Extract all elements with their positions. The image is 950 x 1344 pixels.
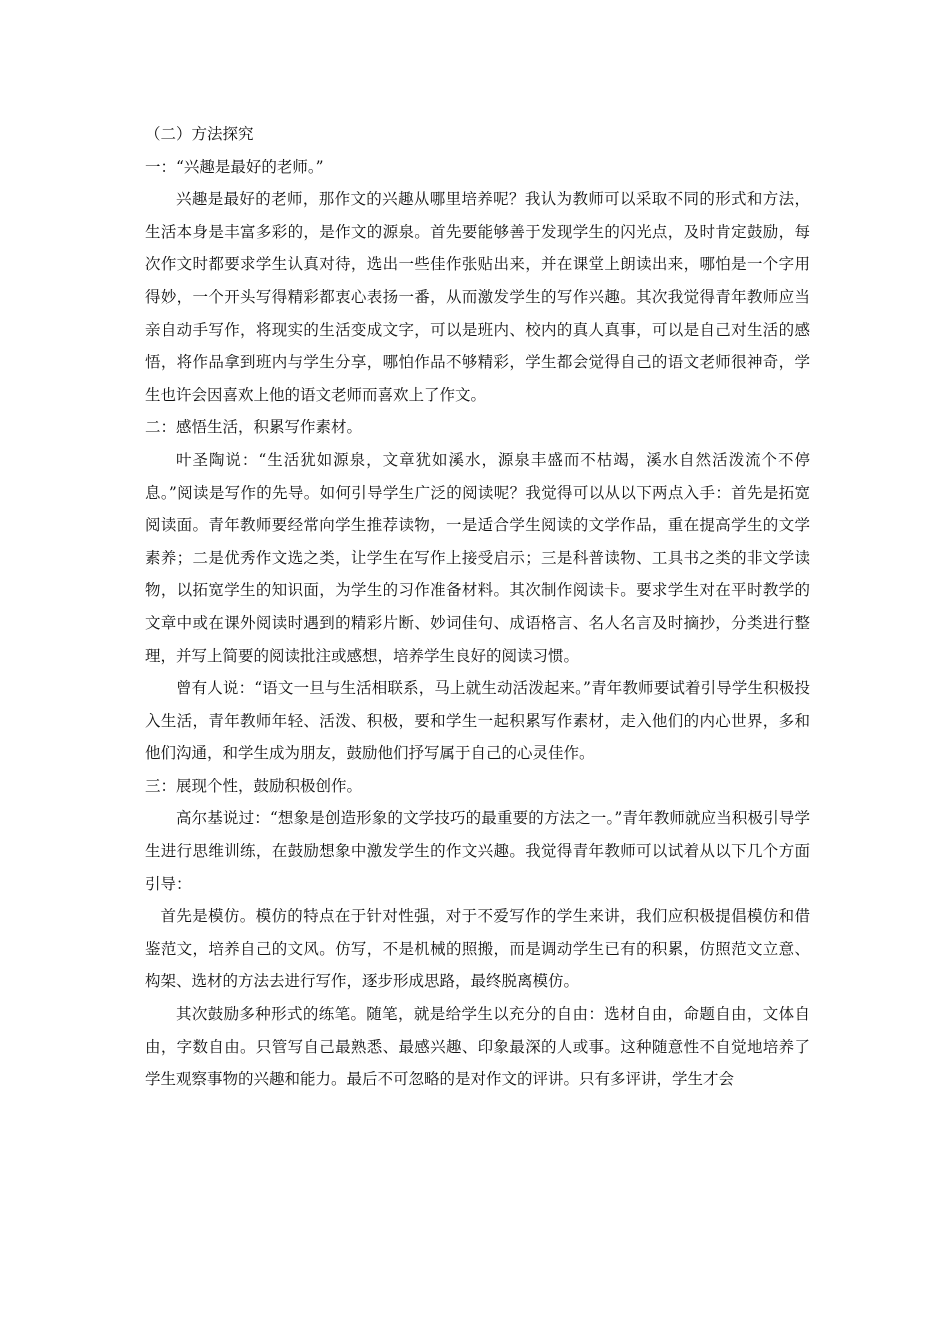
paragraph-imitation: 首先是模仿。模仿的特点在于针对性强，对于不爱写作的学生来讲，我们应积极提倡模仿和借鉴范文，培养自己的文风。仿写，不是机械的照搬，而是调动学生已有的积累，仿照范文立意、构架、选材的方法去进行写作，逐步形成思路，最终脱离模仿。 bbox=[145, 907, 810, 991]
document-body bbox=[145, 118, 810, 1096]
paragraph-practice: 其次鼓励多种形式的练笔。随笔，就是给学生以充分的自由：选材自由，命题自由，文体自由，字数自由。只管写自己最熟悉、最感兴趣、印象最深的人或事。这种随意性不自觉地培养了学生观察事物的兴趣和能力。最后不可忽略的是对作文的评讲。只有多评讲，学生才会 bbox=[145, 1005, 810, 1089]
subheading-life: 二：感悟生活，积累写作素材。 bbox=[145, 418, 363, 437]
paragraph-life: 曾有人说：“语文一旦与生活相联系，马上就生动活泼起来。”青年教师要试着引导学生积极投入生活，青年教师年轻、活泼、积极，要和学生一起积累写作素材，走入他们的内心世界，多和他们沟通，和学生成为朋友，鼓励他们抒写属于自己的心灵佳作。 bbox=[145, 679, 810, 763]
paragraph-reading: 叶圣陶说：“生活犹如源泉，文章犹如溪水，源泉丰盛而不枯竭，溪水自然活泼流个不停息。”阅读是写作的先导。如何引导学生广泛的阅读呢？我觉得可以从以下两点入手：首先是拓宽阅读面。青年教师要经常向学生推荐读物，一是适合学生阅读的文学作品，重在提高学生的文学素养；二是优秀作文选之类，让学生在写作上接受启示；三是科普读物、工具书之类的非文学读物，以拓宽学生的知识面，为学生的习作准备材料。其次制作阅读卡。要求学生对在平时教学的文章中或在课外阅读时遇到的精彩片断、妙词佳句、成语格言、名人名言及时摘抄，分类进行整理，并写上简要的阅读批注或感想，培养学生良好的阅读习惯。 bbox=[145, 450, 810, 665]
paragraph-interest: 兴趣是最好的老师，那作文的兴趣从哪里培养呢？我认为教师可以采取不同的形式和方法，生活本身是丰富多彩的，是作文的源泉。首先要能够善于发现学生的闪光点，及时肯定鼓励，每次作文时都要求学生认真对待，选出一些佳作张贴出来，并在课堂上朗读出来，哪怕是一个字用得妙，一个开头写得精彩都衷心表扬一番，从而激发学生的写作兴趣。其次我觉得青年教师应当亲自动手写作，将现实的生活变成文字，可以是班内、校内的真人真事，可以是自己对生活的感悟，将作品拿到班内与学生分享，哪怕作品不够精彩，学生都会觉得自己的语文老师很神奇，学生也许会因喜欢上他的语文老师而喜欢上了作文。 bbox=[145, 190, 810, 404]
subheading-interest: 一：“兴趣是最好的老师。” bbox=[145, 157, 324, 176]
subheading-personality: 三：展现个性，鼓励积极创作。 bbox=[145, 776, 363, 795]
paragraph-imagination: 高尔基说过：“想象是创造形象的文学技巧的最重要的方法之一。”青年教师就应当积极引导学生进行思维训练，在鼓励想象中激发学生的作文兴趣。我觉得青年教师可以试着从以下几个方面引导： bbox=[145, 809, 810, 893]
section-title: （二）方法探究 bbox=[145, 125, 254, 143]
